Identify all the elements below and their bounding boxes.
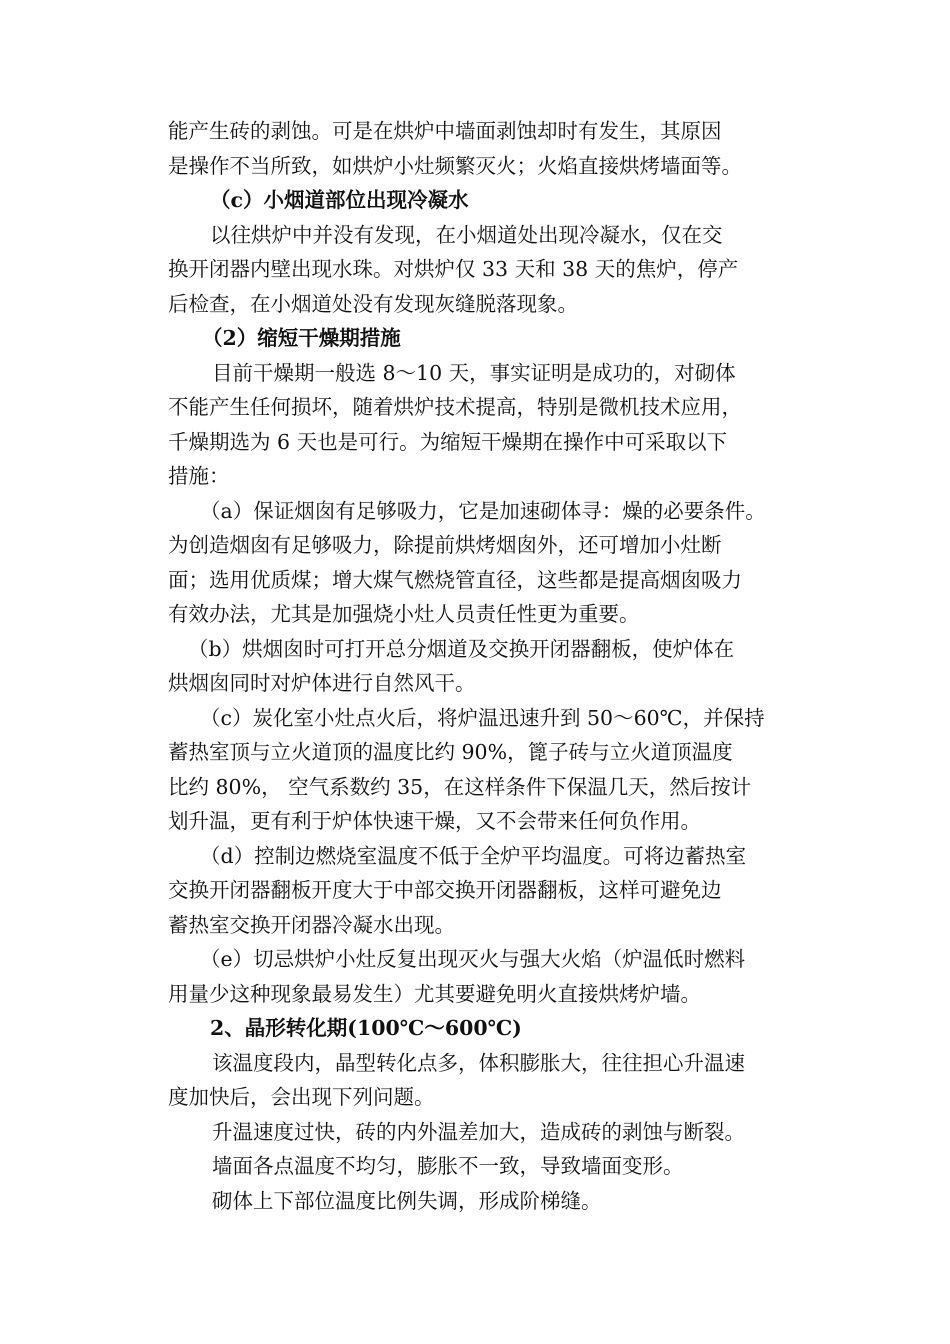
section-heading-shorten-drying: （2）缩短干燥期措施 [202,326,401,350]
problem-item: 砌体上下部位温度比例失调，形成阶梯缝。 [212,1188,602,1213]
list-item-d: （d）控制边燃烧室温度不低于全炉平均温度。可将边蓄热室 [200,843,747,868]
paragraph-line: 蓄热室交换开闭器冷凝水出现。 [168,912,455,937]
paragraph-line: 措施： [168,464,230,488]
paragraph-line: 度加快后，会出现下列问题。 [168,1085,435,1109]
problem-item: 升温速度过快，砖的内外温差加大，造成砖的剥蚀与断裂。 [212,1119,745,1144]
paragraph-line: 后检查，在小烟道处没有发现灰缝脱落现象。 [168,291,578,316]
paragraph-line: 该温度段内，晶型转化点多，体积膨胀大，往往担心升温速 [212,1050,745,1075]
list-item-e: （e）切忌烘炉小灶反复出现灭火与强大火焰（炉温低时燃料 [200,947,746,971]
paragraph-line: 能产生砖的剥蚀。可是在烘炉中墙面剥蚀却时有发生，其原因 [168,119,722,143]
paragraph-line: 蓄热室顶与立火道顶的温度比约 90%，篦子砖与立火道顶温度 [168,740,733,764]
document-body [168,114,788,1218]
list-item-c: （c）炭化室小灶点火后，将炉温迅速升到 50～60℃，并保持 [200,705,765,730]
section-heading-crystal-transition: 2、晶形转化期(100℃～600℃) [210,1016,522,1040]
paragraph-line: 目前干燥期一般选 8～10 天，事实证明是成功的，对砌体 [212,360,736,385]
paragraph-line: 是操作不当所致，如烘炉小灶频繁灭火；火焰直接烘烤墙面等。 [168,153,742,178]
paragraph-line: 划升温，更有利于炉体快速干燥，又不会带来任何负作用。 [168,809,701,833]
list-item-a: （a）保证烟囱有足够吸力，它是加速砌体寻：燥的必要条件。 [200,498,766,523]
paragraph-line: 有效办法，尤其是加强烧小灶人员责任性更为重要。 [168,602,640,626]
problem-item: 墙面各点温度不均匀，膨胀不一致，导致墙面变形。 [212,1154,684,1178]
paragraph-line: 为创造烟囱有足够吸力，除提前烘烤烟囱外，还可增加小灶断 [168,533,722,557]
paragraph-line: 以往烘炉中并没有发现，在小烟道处出现冷凝水，仅在交 [210,222,723,247]
paragraph-line: 烘烟囱同时对炉体进行自然风干。 [168,671,476,695]
paragraph-line: 交换开闭器翻板开度大于中部交换开闭器翻板，这样可避免边 [168,878,722,902]
paragraph-line: 比约 80%， 空气系数约 35，在这样条件下保温几天，然后按计 [168,774,752,799]
list-item-b: （b）烘烟囱时可打开总分烟道及交换开闭器翻板，使炉体在 [188,636,735,661]
paragraph-line: 用量少这种现象最易发生）尤其要避免明火直接烘烤炉墙。 [168,981,701,1006]
paragraph-line: 面；选用优质煤；增大煤气燃烧管直径，这些都是提高烟囱吸力 [168,567,742,592]
paragraph-line: 不能产生任何损坏，随着烘炉技术提高，特别是微机技术应用， [168,395,742,419]
paragraph-line: 换开闭器内壁出现水珠。对烘炉仅 33 天和 38 天的焦炉，停产 [168,257,739,281]
subheading-c-flue-condensation: （c）小烟道部位出现冷凝水 [210,188,469,212]
paragraph-line: 千燥期选为 6 天也是可行。为缩短干燥期在操作中可采取以下 [168,429,728,454]
